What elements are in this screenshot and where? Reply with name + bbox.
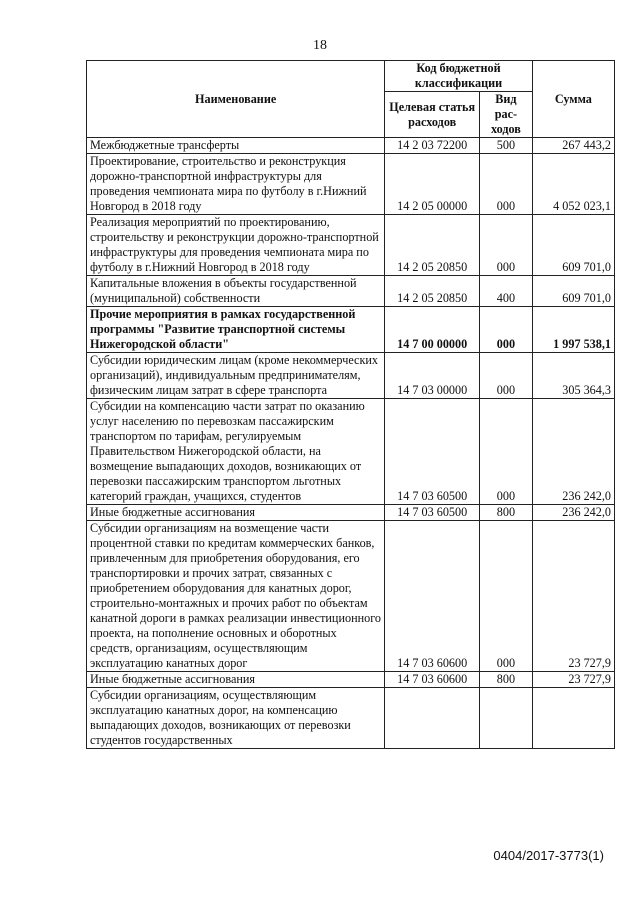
table-row: [87, 353, 615, 399]
header-sum: Сумма: [532, 61, 614, 138]
row-target-item: [385, 688, 480, 749]
table-row: [87, 688, 615, 749]
row-name: Субсидии на компенсацию части затрат по оказанию услуг населению по перевозкам пассажирским транспортом по тарифам, регулируемым Правительством Нижегородской области, на возмещение выпадающих доходов, возникающих от перевозки пассажирским транспортом льготных категорий граждан, учащихся, студентов: [87, 399, 385, 505]
row-expense-type: 400: [480, 276, 533, 307]
row-target-item: 14 2 03 72200: [385, 138, 480, 154]
header-budget-code: Код бюджетной классификации: [385, 61, 533, 92]
row-target-item: 14 7 03 60500: [385, 399, 480, 505]
row-sum: 23 727,9: [532, 672, 614, 688]
row-expense-type: 000: [480, 154, 533, 215]
header-expense-type: Вид рас-ходов: [480, 92, 533, 138]
row-target-item: 14 7 03 60600: [385, 672, 480, 688]
table-row: [87, 505, 615, 521]
row-target-item: 14 2 05 20850: [385, 215, 480, 276]
row-expense-type: [480, 688, 533, 749]
header-name: Наименование: [87, 61, 385, 138]
row-name: Иные бюджетные ассигнования: [87, 672, 385, 688]
row-target-item: 14 7 03 00000: [385, 353, 480, 399]
row-expense-type: 000: [480, 353, 533, 399]
row-sum: 1 997 538,1: [532, 307, 614, 353]
row-target-item: 14 2 05 00000: [385, 154, 480, 215]
row-sum: 305 364,3: [532, 353, 614, 399]
table-row: [87, 138, 615, 154]
table-row: [87, 521, 615, 672]
row-target-item: 14 7 03 60500: [385, 505, 480, 521]
row-expense-type: 000: [480, 521, 533, 672]
row-name: Субсидии организациям на возмещение части процентной ставки по кредитам коммерческих банков, привлеченным для приобретения оборудования, его транспортировки и прочих затрат, связанных с приобретением оборудования для канатных дорог, строительно-монтажных и прочих работ по объектам канатной дороги в рамках реализации инвестиционного проекта, на пополнение основных и оборотных средств, организациям, осуществляющим эксплуатацию канатных дорог: [87, 521, 385, 672]
table-row: [87, 276, 615, 307]
row-sum: 609 701,0: [532, 276, 614, 307]
table-row: [87, 399, 615, 505]
row-sum: 609 701,0: [532, 215, 614, 276]
row-target-item: 14 7 03 60600: [385, 521, 480, 672]
table-row: [87, 307, 615, 353]
row-expense-type: 000: [480, 215, 533, 276]
page-number: 18: [313, 38, 327, 53]
row-name: Прочие мероприятия в рамках государственной программы "Развитие транспортной системы Нижегородской области": [87, 307, 385, 353]
row-expense-type: 000: [480, 399, 533, 505]
row-name: Субсидии юридическим лицам (кроме некоммерческих организаций), индивидуальным предпринимателям, физическим лицам затрат в сфере транспорта: [87, 353, 385, 399]
row-target-item: 14 2 05 20850: [385, 276, 480, 307]
row-sum: [532, 688, 614, 749]
row-name: Проектирование, строительство и реконструкция дорожно-транспортной инфраструктуры для проведения чемпионата мира по футболу в г.Нижний Новгород в 2018 году: [87, 154, 385, 215]
row-name: Капитальные вложения в объекты государственной (муниципальной) собственности: [87, 276, 385, 307]
row-sum: 236 242,0: [532, 399, 614, 505]
row-name: Реализация мероприятий по проектированию, строительству и реконструкции дорожно-транспортной инфраструктуры для проведения чемпионата мира по футболу в г.Нижний Новгород в 2018 году: [87, 215, 385, 276]
row-name: Иные бюджетные ассигнования: [87, 505, 385, 521]
budget-table: [86, 60, 615, 749]
table-row: [87, 215, 615, 276]
row-expense-type: 500: [480, 138, 533, 154]
row-name: Межбюджетные трансферты: [87, 138, 385, 154]
table-row: [87, 672, 615, 688]
row-sum: 236 242,0: [532, 505, 614, 521]
row-expense-type: 800: [480, 672, 533, 688]
row-name: Субсидии организациям, осуществляющим эксплуатацию канатных дорог, на компенсацию выпадающих доходов, возникающих от перевозки студентов государственных: [87, 688, 385, 749]
row-sum: 4 052 023,1: [532, 154, 614, 215]
row-expense-type: 800: [480, 505, 533, 521]
row-expense-type: 000: [480, 307, 533, 353]
document-reference: 0404/2017-3773(1): [493, 848, 604, 863]
table-row: [87, 154, 615, 215]
header-target-item: Целевая статья расходов: [385, 92, 480, 138]
row-sum: 23 727,9: [532, 521, 614, 672]
row-sum: 267 443,2: [532, 138, 614, 154]
row-target-item: 14 7 00 00000: [385, 307, 480, 353]
table-body: [87, 138, 615, 749]
